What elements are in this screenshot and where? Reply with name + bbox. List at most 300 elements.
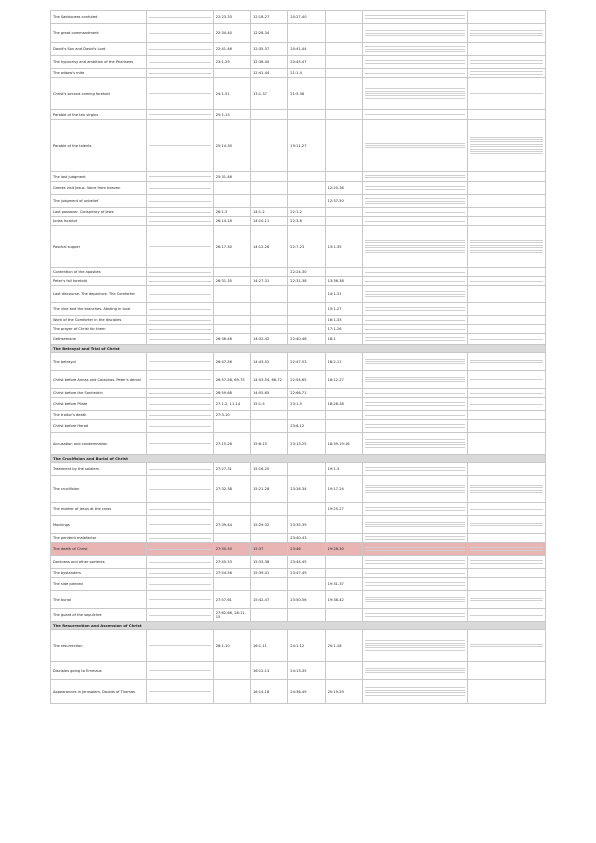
text-line-placeholder (149, 426, 211, 427)
table-row (51, 353, 546, 371)
john-ref (325, 208, 362, 217)
text-line-placeholder (470, 492, 543, 493)
john-ref (325, 78, 362, 110)
mark-ref: 12:35-37 (251, 43, 288, 56)
korean-title-cell (147, 286, 214, 303)
luke-ref: 22:66-71 (288, 389, 325, 398)
john-ref: 18:39-19:16 (325, 433, 362, 455)
korean-remarks-cell (467, 680, 545, 704)
korean-remarks-cell (467, 195, 545, 208)
text-line-placeholder (365, 93, 465, 94)
text-line-placeholder (470, 404, 543, 405)
mark-ref: 16:12-13 (251, 662, 288, 680)
luke-ref: 22:47-53 (288, 353, 325, 371)
event-title: Greeks visit Jesus. Voice from heaven (51, 182, 147, 195)
event-title: Contention of the apostles (51, 268, 147, 277)
korean-title-cell (147, 476, 214, 503)
korean-title-cell (147, 569, 214, 578)
korean-notes-cell (362, 503, 467, 516)
event-title: The last judgment (51, 172, 147, 182)
text-line-placeholder (149, 309, 211, 310)
text-line-placeholder (365, 643, 465, 644)
section-header-row (51, 345, 546, 353)
section-title: The Resurrection and Ascension of Christ (51, 622, 546, 630)
section-title: The Betrayal and Trial of Christ (51, 345, 546, 353)
text-line-placeholder (365, 613, 465, 614)
text-line-placeholder (365, 490, 465, 491)
korean-remarks-cell (467, 277, 545, 286)
john-ref: 18:1 (325, 334, 362, 345)
luke-ref (288, 316, 325, 325)
text-line-placeholder (470, 490, 543, 491)
text-line-placeholder (365, 539, 465, 540)
john-ref: 19:28-30 (325, 543, 362, 556)
text-line-placeholder (365, 212, 465, 213)
text-line-placeholder (149, 361, 211, 362)
text-line-placeholder (470, 146, 543, 147)
text-line-placeholder (470, 547, 543, 548)
table-row (51, 420, 546, 433)
text-line-placeholder (149, 538, 211, 539)
table-row (51, 662, 546, 680)
luke-ref: 21:5-36 (288, 78, 325, 110)
text-line-placeholder (365, 526, 465, 527)
text-line-placeholder (365, 467, 465, 468)
text-line-placeholder (149, 33, 211, 34)
text-line-placeholder (365, 670, 465, 671)
text-line-placeholder (470, 151, 543, 152)
event-title: Last discourse. The departure. The Comforter (51, 286, 147, 303)
event-title: The great commandment (51, 24, 147, 43)
korean-remarks-cell (467, 543, 545, 556)
korean-title-cell (147, 680, 214, 704)
event-title: The betrayal (51, 353, 147, 371)
text-line-placeholder (149, 49, 211, 50)
mark-ref (251, 325, 288, 334)
korean-title-cell (147, 503, 214, 516)
text-line-placeholder (149, 549, 211, 550)
table-row (51, 286, 546, 303)
korean-remarks-cell (467, 334, 545, 345)
john-ref: 15:1-27 (325, 303, 362, 316)
text-line-placeholder (470, 93, 543, 94)
text-line-placeholder (365, 250, 465, 251)
text-line-placeholder (365, 291, 465, 292)
korean-title-cell (147, 578, 214, 591)
text-line-placeholder (149, 62, 211, 63)
text-line-placeholder (365, 424, 465, 425)
table-row (51, 389, 546, 398)
luke-ref: 20:45-47 (288, 56, 325, 69)
table-row (51, 195, 546, 208)
text-line-placeholder (365, 645, 465, 646)
mark-ref (251, 172, 288, 182)
matthew-ref (213, 680, 250, 704)
mark-ref: 15:33-38 (251, 556, 288, 569)
matthew-ref: 28:1-10 (213, 630, 250, 662)
event-title: Treatment by the soldiers (51, 463, 147, 476)
korean-notes-cell (362, 268, 467, 277)
text-line-placeholder (149, 562, 211, 563)
text-line-placeholder (365, 91, 465, 92)
text-line-placeholder (365, 46, 465, 47)
john-ref (325, 110, 362, 120)
text-line-placeholder (365, 247, 465, 248)
text-line-placeholder (365, 88, 465, 89)
text-line-placeholder (365, 585, 465, 586)
mark-ref: 15:1-5 (251, 398, 288, 411)
luke-ref (288, 286, 325, 303)
matthew-ref: 26:31-35 (213, 277, 250, 286)
text-line-placeholder (365, 687, 465, 688)
event-title: Christ before the Sanhedrin (51, 389, 147, 398)
korean-title-cell (147, 303, 214, 316)
john-ref: 20:19-29 (325, 680, 362, 704)
luke-ref (288, 503, 325, 516)
text-line-placeholder (365, 405, 465, 406)
text-line-placeholder (365, 672, 465, 673)
gospel-harmony-table (50, 10, 546, 704)
john-ref: 18:28-38 (325, 398, 362, 411)
text-line-placeholder (149, 114, 211, 115)
text-line-placeholder (365, 573, 465, 574)
text-line-placeholder (149, 509, 211, 510)
korean-notes-cell (362, 609, 467, 622)
text-line-placeholder (470, 560, 543, 561)
korean-remarks-cell (467, 503, 545, 516)
table-row (51, 303, 546, 316)
event-title: The burial (51, 591, 147, 609)
matthew-ref: 26:14-16 (213, 217, 250, 226)
text-line-placeholder (365, 198, 465, 199)
korean-title-cell (147, 316, 214, 325)
text-line-placeholder (365, 186, 465, 187)
text-line-placeholder (470, 360, 543, 361)
matthew-ref: 26:47-56 (213, 353, 250, 371)
text-line-placeholder (365, 522, 465, 523)
mark-ref (251, 316, 288, 325)
john-ref: 13:1-35 (325, 226, 362, 268)
mark-ref: 12:41-44 (251, 69, 288, 78)
event-title: The crucifixion (51, 476, 147, 503)
matthew-ref: 27:39-44 (213, 516, 250, 534)
luke-ref (288, 463, 325, 476)
table-row (51, 680, 546, 704)
text-line-placeholder (365, 175, 465, 176)
text-line-placeholder (470, 379, 543, 380)
event-title: The hypocrisy and ambition of the Pharisees (51, 56, 147, 69)
korean-remarks-cell (467, 316, 545, 325)
korean-remarks-cell (467, 303, 545, 316)
matthew-ref: 25:1-13 (213, 110, 250, 120)
event-title: Work of the Comforter in the disciples (51, 316, 147, 325)
matthew-ref (213, 69, 250, 78)
korean-notes-cell (362, 476, 467, 503)
korean-notes-cell (362, 24, 467, 43)
korean-notes-cell (362, 389, 467, 398)
event-title: Christ before Herod (51, 420, 147, 433)
text-line-placeholder (470, 644, 543, 645)
text-line-placeholder (470, 139, 543, 140)
mark-ref: 16:14-18 (251, 680, 288, 704)
text-line-placeholder (365, 447, 465, 448)
mark-ref (251, 503, 288, 516)
table-row (51, 69, 546, 78)
text-line-placeholder (149, 246, 211, 247)
text-line-placeholder (149, 294, 211, 295)
text-line-placeholder (365, 359, 465, 360)
korean-notes-cell (362, 680, 467, 704)
mark-ref (251, 303, 288, 316)
text-line-placeholder (149, 404, 211, 405)
table-row (51, 476, 546, 503)
text-line-placeholder (365, 60, 465, 61)
mark-ref (251, 286, 288, 303)
text-line-placeholder (149, 615, 211, 616)
event-title: The prayer of Christ for them (51, 325, 147, 334)
text-line-placeholder (365, 189, 465, 190)
korean-title-cell (147, 43, 214, 56)
event-title: Christ before Pilate (51, 398, 147, 411)
mark-ref: 14:53-54, 66-72 (251, 371, 288, 389)
korean-title-cell (147, 398, 214, 411)
john-ref: 19:1-3 (325, 463, 362, 476)
mark-ref (251, 182, 288, 195)
matthew-ref (213, 195, 250, 208)
table-row (51, 325, 546, 334)
luke-ref: 22:1-2 (288, 208, 325, 217)
matthew-ref: 26:17-30 (213, 226, 250, 268)
korean-title-cell (147, 556, 214, 569)
text-line-placeholder (365, 18, 465, 19)
korean-title-cell (147, 182, 214, 195)
table-row (51, 208, 546, 217)
text-line-placeholder (470, 240, 543, 241)
luke-ref: 19:11-27 (288, 120, 325, 172)
korean-notes-cell (362, 43, 467, 56)
event-title: The death of Christ (51, 543, 147, 556)
matthew-ref (213, 303, 250, 316)
korean-title-cell (147, 208, 214, 217)
john-ref: 20:1-18 (325, 630, 362, 662)
text-line-placeholder (149, 573, 211, 574)
text-line-placeholder (365, 640, 465, 641)
matthew-ref: 27:57-61 (213, 591, 250, 609)
text-line-placeholder (149, 73, 211, 74)
john-ref: 18:12-27 (325, 371, 362, 389)
text-line-placeholder (149, 443, 211, 444)
korean-notes-cell (362, 353, 467, 371)
korean-notes-cell (362, 303, 467, 316)
text-line-placeholder (365, 510, 465, 511)
korean-notes-cell (362, 110, 467, 120)
korean-title-cell (147, 268, 214, 277)
john-ref: 18:2-11 (325, 353, 362, 371)
table-row (51, 503, 546, 516)
text-line-placeholder (365, 668, 465, 669)
korean-notes-cell (362, 56, 467, 69)
text-line-placeholder (365, 363, 465, 364)
korean-remarks-cell (467, 389, 545, 398)
korean-remarks-cell (467, 11, 545, 24)
text-line-placeholder (470, 242, 543, 243)
mark-ref: 14:27-31 (251, 277, 288, 286)
mark-ref: 14:10-11 (251, 217, 288, 226)
luke-ref: 23:26-34 (288, 476, 325, 503)
text-line-placeholder (365, 690, 465, 691)
text-line-placeholder (365, 33, 465, 34)
event-title: Peter's fall foretold (51, 277, 147, 286)
mark-ref: 14:32-42 (251, 334, 288, 345)
table-row (51, 24, 546, 43)
john-ref (325, 556, 362, 569)
korean-remarks-cell (467, 578, 545, 591)
text-line-placeholder (365, 650, 465, 651)
event-title: Parable of the talents (51, 120, 147, 172)
korean-notes-cell (362, 316, 467, 325)
table-row (51, 11, 546, 24)
mark-ref: 15:16-20 (251, 463, 288, 476)
event-title: David's Son and David's Lord (51, 43, 147, 56)
text-line-placeholder (365, 340, 465, 341)
korean-title-cell (147, 195, 214, 208)
korean-remarks-cell (467, 78, 545, 110)
korean-remarks-cell (467, 24, 545, 43)
korean-remarks-cell (467, 172, 545, 182)
matthew-ref: 26:59-68 (213, 389, 250, 398)
korean-notes-cell (362, 556, 467, 569)
text-line-placeholder (149, 393, 211, 394)
text-line-placeholder (365, 470, 465, 471)
korean-remarks-cell (467, 69, 545, 78)
text-line-placeholder (470, 247, 543, 248)
john-ref: 19:31-37 (325, 578, 362, 591)
john-ref (325, 120, 362, 172)
korean-notes-cell (362, 569, 467, 578)
table-row (51, 277, 546, 286)
korean-title-cell (147, 217, 214, 226)
event-title: The vine and the branches. Abiding in love (51, 303, 147, 316)
luke-ref: 23:1-5 (288, 398, 325, 411)
korean-notes-cell (362, 411, 467, 420)
event-title: The guard of the sepulchre (51, 609, 147, 622)
text-line-placeholder (365, 563, 465, 564)
text-line-placeholder (365, 320, 465, 321)
text-line-placeholder (365, 379, 465, 380)
korean-remarks-cell (467, 630, 545, 662)
korean-notes-cell (362, 463, 467, 476)
text-line-placeholder (470, 35, 543, 36)
korean-notes-cell (362, 534, 467, 543)
korean-title-cell (147, 371, 214, 389)
korean-remarks-cell (467, 411, 545, 420)
korean-remarks-cell (467, 208, 545, 217)
text-line-placeholder (470, 33, 543, 34)
text-line-placeholder (470, 615, 543, 616)
luke-ref (288, 578, 325, 591)
table-row (51, 433, 546, 455)
event-title: The widow's mite (51, 69, 147, 78)
text-line-placeholder (365, 114, 465, 115)
matthew-ref (213, 182, 250, 195)
text-line-placeholder (365, 240, 465, 241)
korean-title-cell (147, 516, 214, 534)
text-line-placeholder (149, 691, 211, 692)
matthew-ref: 23:1-29 (213, 56, 250, 69)
john-ref (325, 569, 362, 578)
luke-ref: 22:24-30 (288, 268, 325, 277)
mark-ref: 15:37 (251, 543, 288, 556)
table-row (51, 543, 546, 556)
luke-ref: 24:1-12 (288, 630, 325, 662)
text-line-placeholder (470, 141, 543, 142)
text-line-placeholder (365, 402, 465, 403)
text-line-placeholder (470, 245, 543, 246)
text-line-placeholder (149, 221, 211, 222)
korean-notes-cell (362, 371, 467, 389)
matthew-ref: 22:23-33 (213, 11, 250, 24)
john-ref (325, 420, 362, 433)
text-line-placeholder (470, 74, 543, 75)
text-line-placeholder (149, 329, 211, 330)
matthew-ref (213, 420, 250, 433)
text-line-placeholder (365, 177, 465, 178)
text-line-placeholder (365, 415, 465, 416)
event-title: Accusation and condemnation (51, 433, 147, 455)
john-ref: 17:1-26 (325, 325, 362, 334)
john-ref (325, 609, 362, 622)
matthew-ref (213, 286, 250, 303)
korean-remarks-cell (467, 609, 545, 622)
mark-ref: 12:18-27 (251, 11, 288, 24)
john-ref (325, 662, 362, 680)
luke-ref (288, 195, 325, 208)
matthew-ref: 27:50-50 (213, 543, 250, 556)
john-ref: 12:37-50 (325, 195, 362, 208)
matthew-ref: 26:1-5 (213, 208, 250, 217)
korean-title-cell (147, 226, 214, 268)
text-line-placeholder (149, 272, 211, 273)
korean-remarks-cell (467, 226, 545, 268)
event-title: The bystanders (51, 569, 147, 578)
event-title: Last passover. Conspiracy of Jews (51, 208, 147, 217)
korean-title-cell (147, 463, 214, 476)
korean-title-cell (147, 534, 214, 543)
text-line-placeholder (365, 599, 465, 600)
korean-title-cell (147, 543, 214, 556)
mark-ref: 12:38-40 (251, 56, 288, 69)
korean-notes-cell (362, 334, 467, 345)
korean-remarks-cell (467, 56, 545, 69)
korean-notes-cell (362, 120, 467, 172)
mark-ref: 15:39-41 (251, 569, 288, 578)
table-row (51, 268, 546, 277)
text-line-placeholder (149, 599, 211, 600)
text-line-placeholder (149, 201, 211, 202)
text-line-placeholder (365, 442, 465, 443)
korean-title-cell (147, 24, 214, 43)
mark-ref: 16:1-11 (251, 630, 288, 662)
text-line-placeholder (470, 153, 543, 154)
text-line-placeholder (470, 137, 543, 138)
text-line-placeholder (365, 252, 465, 253)
section-header-row (51, 622, 546, 630)
text-line-placeholder (365, 95, 465, 96)
matthew-ref: 27:54-56 (213, 569, 250, 578)
event-title: The judgment of unbelief (51, 195, 147, 208)
table-row (51, 411, 546, 420)
section-header-row (51, 455, 546, 463)
